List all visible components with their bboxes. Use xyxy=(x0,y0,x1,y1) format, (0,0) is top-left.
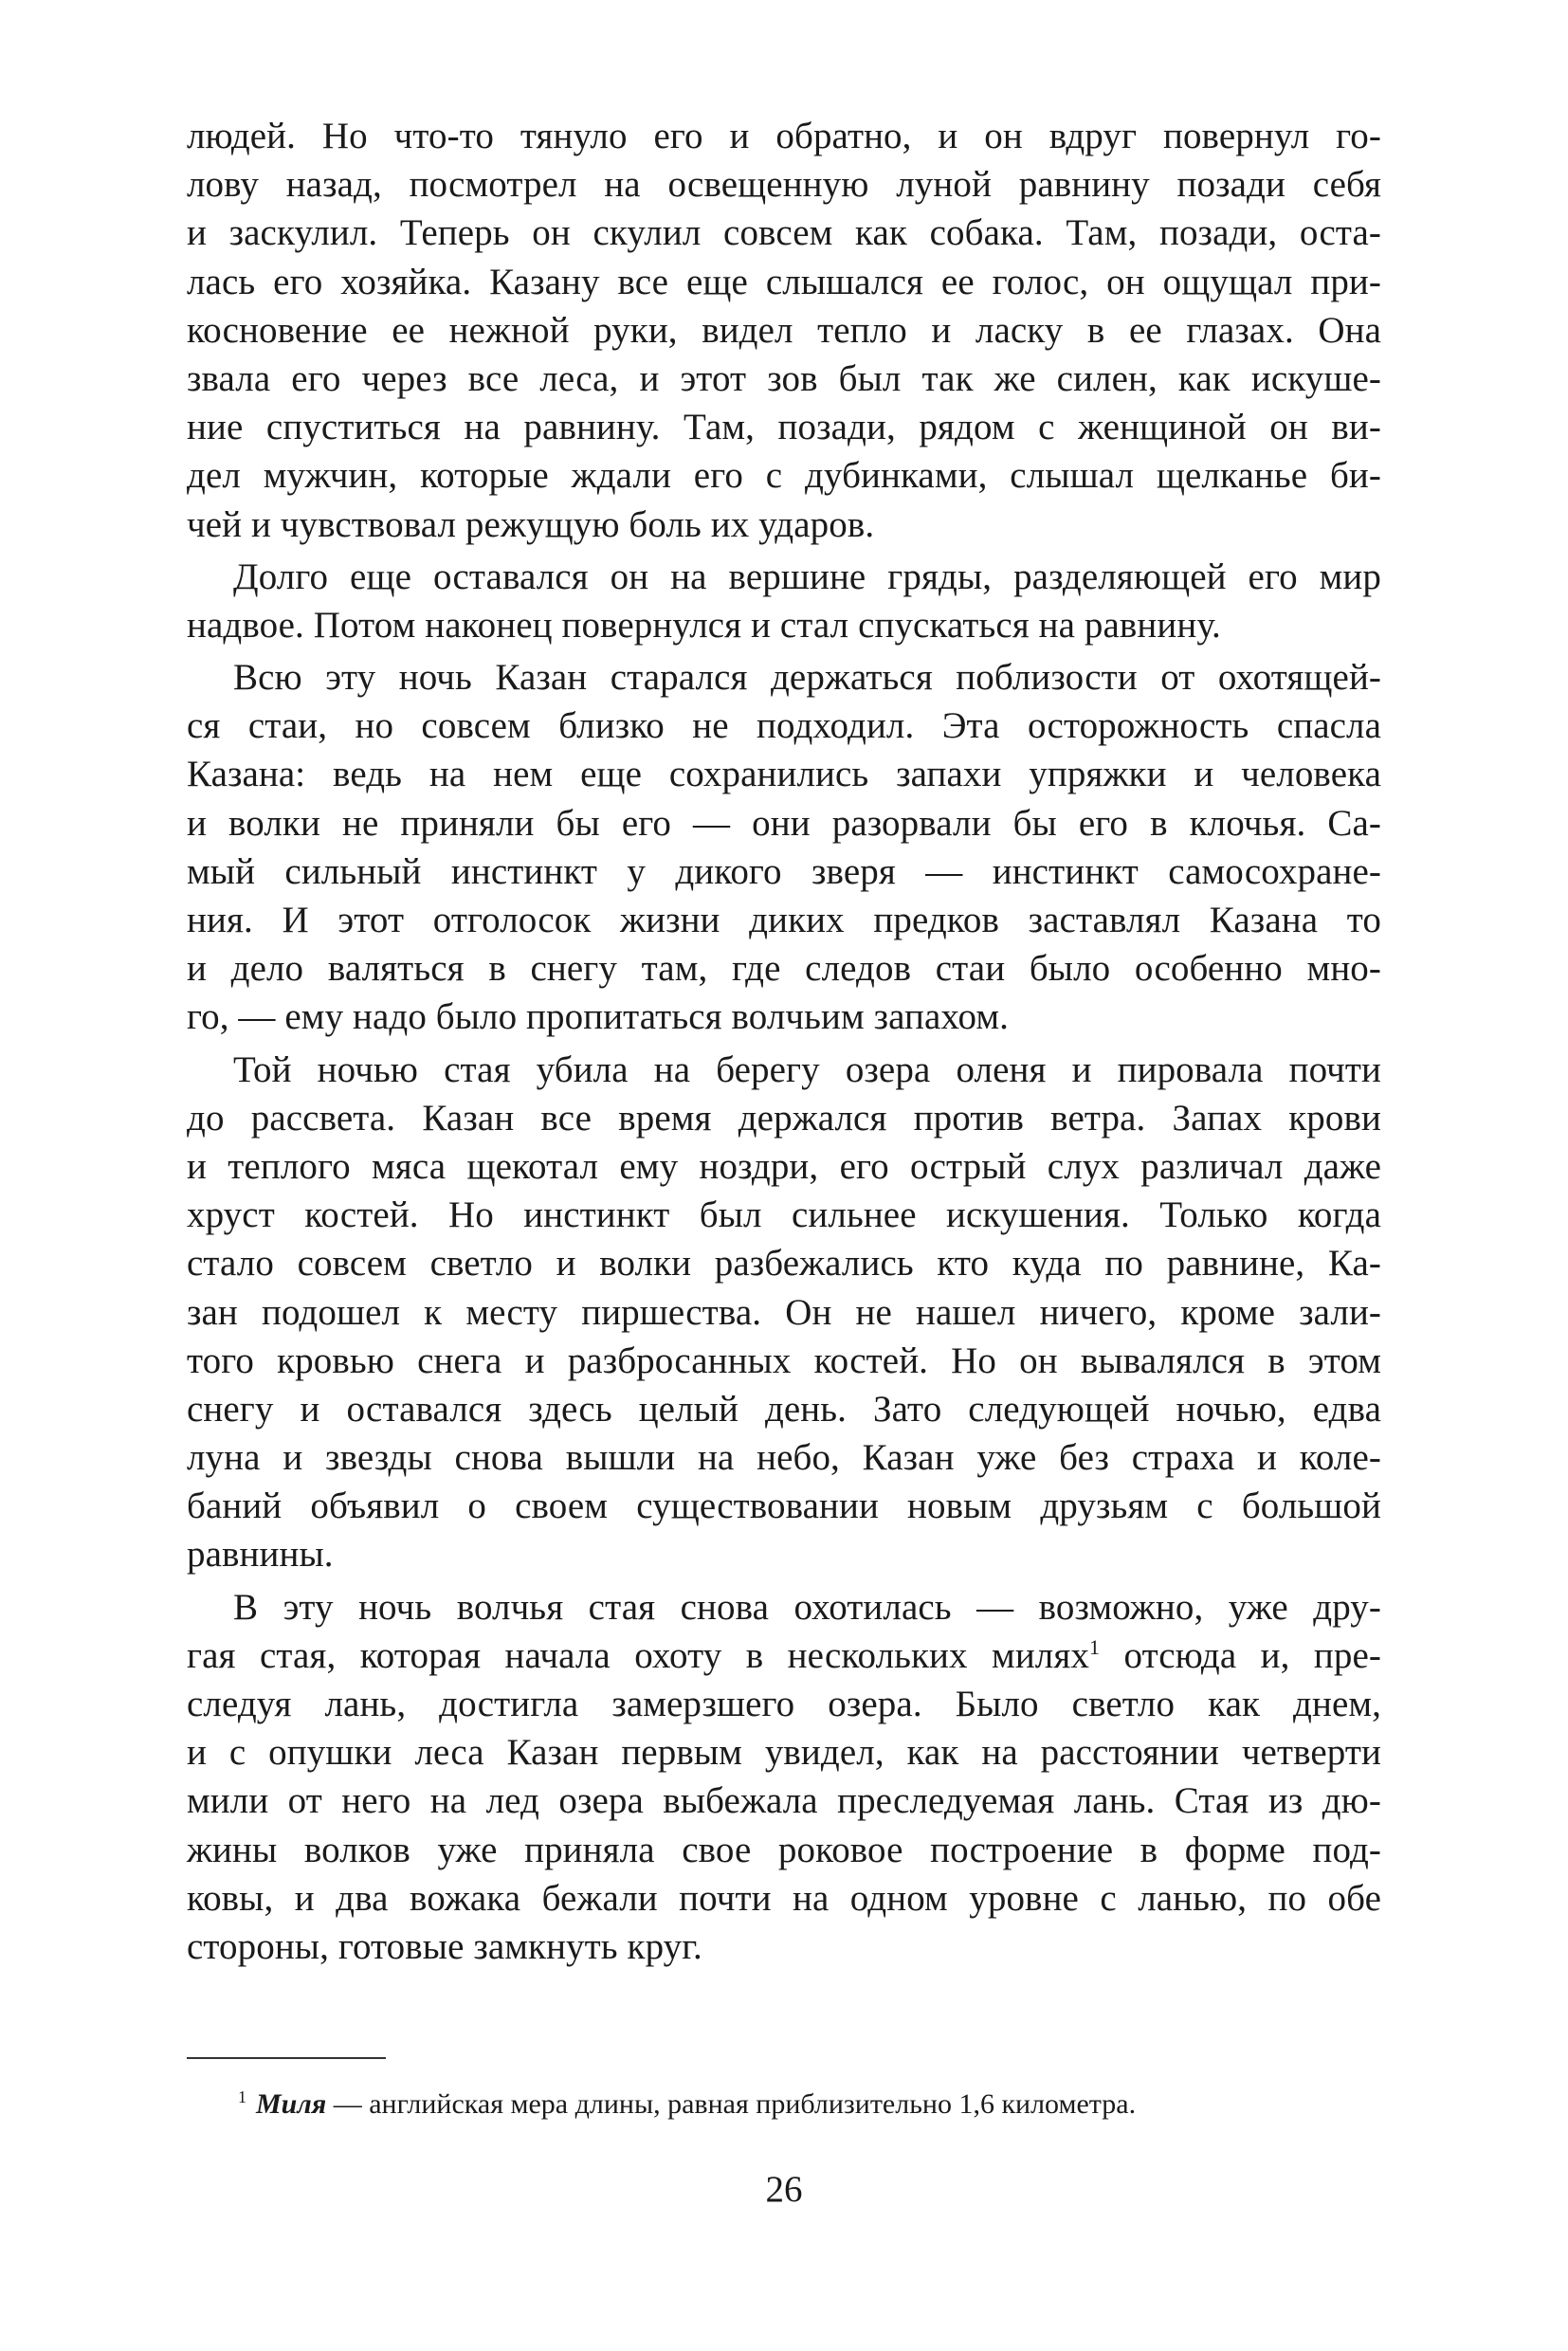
text-line: ковы, и два вожака бежали почти на одном уровне с ланью, по обе xyxy=(187,1877,1381,1919)
text-line: косновение ее нежной руки, видел тепло и ласку в ее глазах. Она xyxy=(187,309,1381,351)
text-line: Той ночью стая убила на берегу озера оленя и пировала почти xyxy=(233,1048,1381,1090)
text-line: ся стаи, но совсем близко не подходил. Эта осторожность спасла xyxy=(187,705,1381,747)
paragraph-4 xyxy=(187,1046,1381,1579)
text-line: и волки не приняли бы его — они разорвали бы его в клочья. Са- xyxy=(187,802,1381,844)
text-segment: отсюда и, пре- xyxy=(1100,1634,1381,1676)
text-line: Всю эту ночь Казан старался держаться поблизости от охотящей- xyxy=(233,657,1381,699)
text-line: лову назад, посмотрел на освещенную луной равнину позади себя xyxy=(187,164,1381,206)
page-number: 26 xyxy=(765,2169,803,2210)
text-line-with-footnote xyxy=(187,1631,1381,1680)
text-line: того кровью снега и разбросанных костей. Но он вывалялся в этом xyxy=(187,1340,1381,1381)
text-line: мый сильный инстинкт у дикого зверя — инстинкт самосохране- xyxy=(187,850,1381,892)
paragraph-2 xyxy=(187,553,1381,649)
paragraph-5 xyxy=(187,1583,1381,1972)
text-line: равнины. xyxy=(187,1534,334,1576)
text-line: и с опушки леса Казан первым увидел, как на расстоянии четверти xyxy=(187,1732,1381,1774)
footnote xyxy=(238,2086,1381,2123)
text-line: мили от него на лед озера выбежала преследуемая лань. Стая из дю- xyxy=(187,1780,1381,1822)
text-line: ние спуститься на равнину. Там, позади, рядом с женщиной он ви- xyxy=(187,407,1381,448)
footnote-reference[interactable]: 1 xyxy=(1089,1634,1101,1659)
text-line: Долго еще оставался он на вершине гряды, разделяющей его мир xyxy=(233,556,1381,597)
text-line: го, — ему надо было пропитаться волчьим запахом. xyxy=(187,996,1009,1038)
text-line: стороны, готовые замкнуть круг. xyxy=(187,1925,702,1967)
footnote-term: Миля xyxy=(256,2088,327,2120)
text-line: лась его хозяйка. Казану все еще слышался ее голос, он ощущал при- xyxy=(187,261,1381,302)
text-line: звала его через все леса, и этот зов был так же силен, как искуше- xyxy=(187,357,1381,399)
text-line: стало совсем светло и волки разбежались кто куда по равнине, Ка- xyxy=(187,1243,1381,1285)
text-line: следуя лань, достигла замерзшего озера. Было светло как днем, xyxy=(187,1684,1381,1724)
text-line: снегу и оставался здесь целый день. Зато следующей ночью, едва xyxy=(187,1388,1381,1430)
text-segment: гая стая, которая начала охоту в нескольких милях xyxy=(187,1634,1089,1676)
text-line: надвое. Потом наконец повернулся и стал спускаться на равнину. xyxy=(187,604,1221,646)
text-line: жины волков уже приняла свое роковое построение в форме под- xyxy=(187,1829,1381,1870)
text-line: Казана: ведь на нем еще сохранились запахи упряжки и человека xyxy=(187,754,1381,795)
text-line: и теплого мяса щекотал ему ноздри, его острый слух различал даже xyxy=(187,1145,1381,1187)
paragraph-3 xyxy=(187,653,1381,1042)
text-line: ния. И этот отголосок жизни диких предков заставлял Казана то xyxy=(187,900,1381,940)
body-text xyxy=(187,112,1381,1975)
footnote-divider xyxy=(187,2057,386,2059)
text-line: хруст костей. Но инстинкт был сильнее искушения. Только когда xyxy=(187,1194,1381,1236)
paragraph-1 xyxy=(187,112,1381,549)
text-line: В эту ночь волчья стая снова охотилась — возможно, уже дру- xyxy=(233,1586,1381,1628)
footnote-marker: 1 xyxy=(238,2087,246,2106)
text-line: баний объявил о своем существовании новым друзьям с большой xyxy=(187,1485,1381,1527)
text-line: дел мужчин, которые ждали его с дубинками, слышал щелканье би- xyxy=(187,455,1381,497)
text-line: луна и звезды снова вышли на небо, Казан уже без страха и коле- xyxy=(187,1437,1381,1479)
text-line: людей. Но что-то тянуло его и обратно, и он вдруг повернул го- xyxy=(187,116,1381,156)
footnote-text: — английская мера длины, равная приблизительно 1,6 километра. xyxy=(326,2088,1137,2120)
text-line: зан подошел к месту пиршества. Он не нашел ничего, кроме зали- xyxy=(187,1291,1381,1333)
text-line: и заскулил. Теперь он скулил совсем как собака. Там, позади, оста- xyxy=(187,212,1381,254)
text-line: и дело валяться в снегу там, где следов стаи было особенно мно- xyxy=(187,948,1381,990)
text-line: чей и чувствовал режущую боль их ударов. xyxy=(187,503,875,545)
text-line: до рассвета. Казан все время держался против ветра. Запах крови xyxy=(187,1097,1381,1139)
